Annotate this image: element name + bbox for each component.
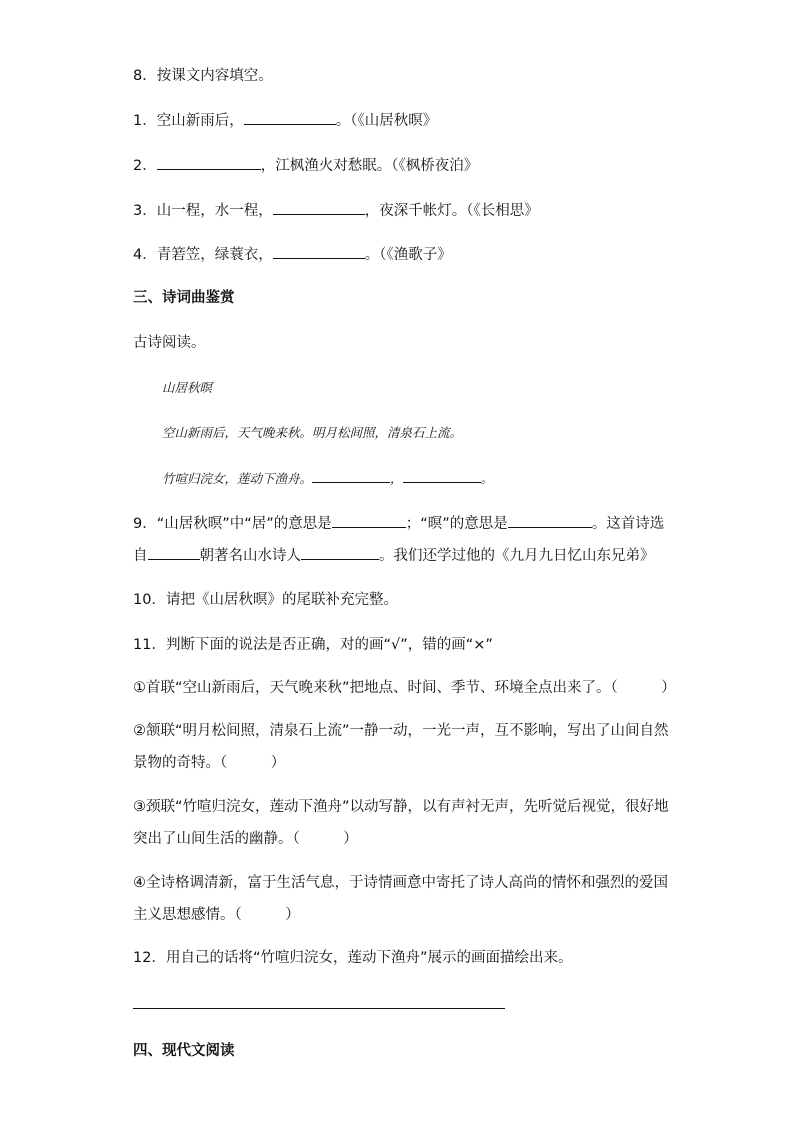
- q8-item-1: [133, 110, 437, 131]
- section3-intro: 古诗阅读。: [133, 335, 206, 351]
- q8-item-3-pre: 3．山一程，水一程，: [133, 203, 273, 219]
- q11-item-2-line-2: 景物的奇特。（ ）: [133, 755, 286, 771]
- q9-line-2: [133, 545, 655, 566]
- fill-blank[interactable]: [244, 110, 336, 125]
- fill-blank[interactable]: [273, 244, 365, 259]
- q9-line-1: [133, 513, 664, 534]
- poem-line-2: [162, 468, 493, 489]
- fill-blank[interactable]: [148, 545, 200, 560]
- q8-item-4: [133, 244, 452, 265]
- q9-text-e: 朝著名山水诗人: [199, 548, 301, 564]
- poem-line-2-mid: ，: [390, 471, 403, 486]
- poem-line-2-post: 。: [480, 471, 494, 486]
- q11-item-3-line-2: 突出了山间生活的幽静。（ ）: [133, 831, 358, 847]
- q9-text-d: 自: [133, 548, 148, 564]
- answer-line[interactable]: [133, 1008, 505, 1009]
- fill-blank[interactable]: [312, 468, 390, 483]
- q10: 10．请把《山居秋暝》的尾联补充完整。: [133, 592, 398, 608]
- q12: 12．用自己的话将“竹喧归浣女，莲动下渔舟”展示的画面描绘出来。: [133, 950, 573, 966]
- q8-item-1-post: 。（《山居秋暝》: [335, 113, 438, 129]
- section4-title: 四、现代文阅读: [133, 1043, 235, 1059]
- poem-line-2-pre: 竹喧归浣女，莲动下渔舟。: [162, 471, 313, 486]
- fill-blank[interactable]: [273, 200, 365, 215]
- fill-blank[interactable]: [332, 513, 406, 528]
- q8-item-1-pre: 1．空山新雨后，: [133, 113, 244, 129]
- q8-item-2-pre: 2．: [133, 158, 157, 174]
- q11-title: 11．判断下面的说法是否正确，对的画“√”，错的画“×”: [133, 637, 493, 653]
- q8-item-4-pre: 4．青箬笠，绿蓑衣，: [133, 247, 273, 263]
- q8-item-3: [133, 200, 539, 221]
- section3-title: 三、诗词曲鉴赏: [133, 290, 235, 306]
- q8-title: 8．按课文内容填空。: [133, 68, 273, 84]
- poem-title: 山居秋暝: [162, 380, 213, 395]
- q9-text-b: ；“暝”的意思是: [405, 516, 508, 532]
- q8-item-2: [133, 155, 478, 176]
- q11-item-1-line-1: ①首联“空山新雨后，天气晚来秋”把地点、时间、季节、环境全点出来了。（ ）: [133, 680, 676, 696]
- fill-blank[interactable]: [157, 155, 261, 170]
- q8-item-4-post: 。（《渔歌子》: [364, 247, 452, 263]
- q11-item-2-line-1: ②颔联“明月松间照，清泉石上流”一静一动，一光一声，互不影响，写出了山间自然: [133, 723, 669, 739]
- fill-blank[interactable]: [301, 545, 379, 560]
- q11-item-3-line-1: ③颈联“竹喧归浣女，莲动下渔舟”以动写静，以有声衬无声，先听觉后视觉，很好地: [133, 799, 669, 815]
- q9-text-c: 。这首诗选: [591, 516, 665, 532]
- q8-item-2-post: ，江枫渔火对愁眠。（《枫桥夜泊》: [260, 158, 479, 174]
- q11-item-4-line-1: ④全诗格调清新，富于生活气息，于诗情画意中寄托了诗人高尚的情怀和强烈的爱国: [133, 875, 668, 891]
- q9-text-f: 。我们还学过他的《九月九日忆山东兄弟》: [379, 548, 655, 564]
- q8-item-3-post: ，夜深千帐灯。（《长相思》: [364, 203, 539, 219]
- fill-blank[interactable]: [508, 513, 592, 528]
- poem-line-1: 空山新雨后，天气晚来秋。明月松间照，清泉石上流。: [162, 425, 463, 440]
- q9-text-a: 9．“山居秋暝”中“居”的意思是: [133, 516, 332, 532]
- fill-blank[interactable]: [403, 468, 481, 483]
- q11-item-4-line-2: 主义思想感情。（ ）: [133, 907, 300, 923]
